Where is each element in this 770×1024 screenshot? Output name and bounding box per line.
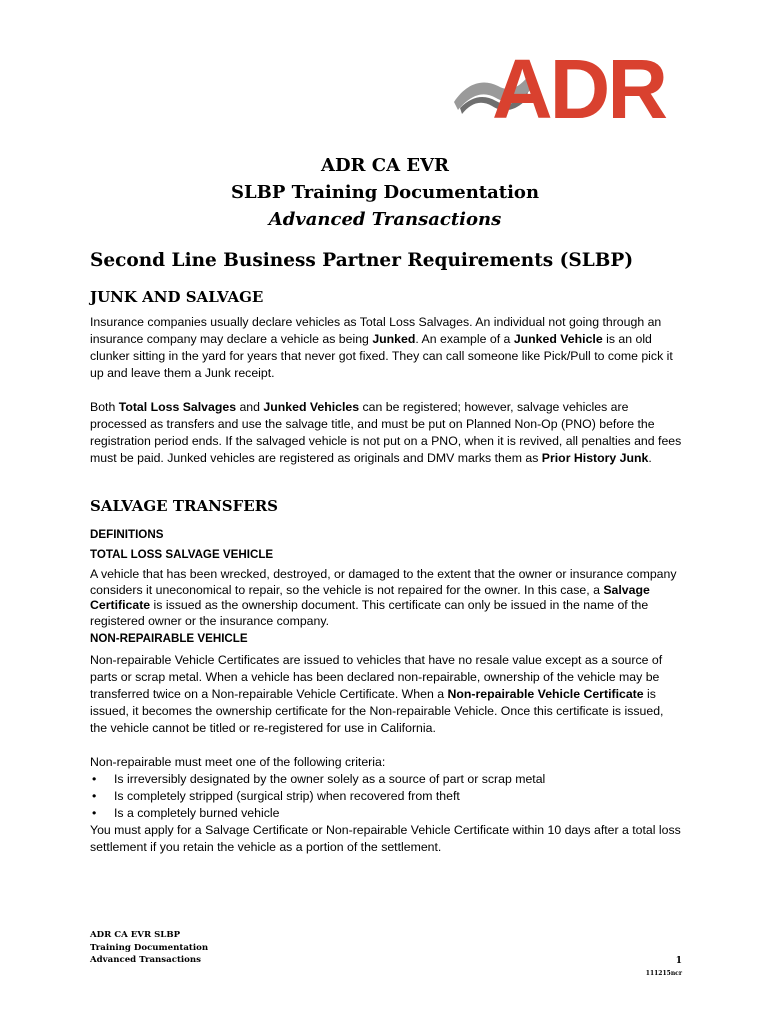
text-run: is issued as the ownership document. This certificate can only be issued in the name of the registered owner or the insurance company.: [90, 598, 649, 628]
text-run: A vehicle that has been wrecked, destroyed, or damaged to the extent that the owner or insurance company considers it uneconomical to repair, so the vehicle is not repaired for the owner. In this case, a: [90, 567, 677, 597]
text-run: Non-repairable Vehicle Certificates are issued to vehicles that have no resale value except as a source of parts or scrap metal. When a vehicle has been declared non-repairable, ownership of the vehicle may be transferred twice on a Non-repairable Vehicle Certificate. When a: [90, 653, 663, 701]
bold-term-junked-vehicles: Junked Vehicles: [263, 400, 360, 414]
title-line-3: Advanced Transactions: [268, 209, 502, 230]
title-line-1: ADR CA EVR: [320, 155, 449, 176]
bold-term-prior-history-junk: Prior History Junk: [541, 451, 649, 465]
footer-line-2: Training Documentation: [90, 942, 209, 953]
salvage-transfers-heading: SALVAGE TRANSFERS: [90, 497, 279, 515]
criteria-item: • Is a completely burned vehicle: [90, 805, 682, 822]
text-run: Insurance companies usually declare vehicles as Total Loss Salvages. An individual not going through an insurance company may declare a vehicle as being: [90, 315, 662, 346]
logo-text: ADR: [492, 44, 665, 122]
bold-term-junked: Junked: [372, 332, 416, 346]
total-loss-label: TOTAL LOSS SALVAGE VEHICLE: [90, 548, 274, 561]
text-run: and: [236, 400, 264, 414]
criteria-item: • Is irreversibly designated by the owner solely as a source of part or scrap metal: [90, 771, 682, 788]
criteria-item: • Is completely stripped (surgical strip) when recovered from theft: [90, 788, 682, 805]
non-repairable-label: NON-REPAIRABLE VEHICLE: [90, 632, 248, 645]
footer-line-3: Advanced Transactions: [90, 955, 201, 965]
text-run: Both: [90, 400, 119, 414]
closing-paragraph: You must apply for a Salvage Certificate or Non-repairable Vehicle Certificate within 10 days after a total loss settlement if you retain the vehicle as a portion of the settlement.: [90, 823, 681, 854]
text-run: is an old clunker sitting in the yard for years that never got fixed. They can call someone like Pick/Pull to come pick it up and leave them a Junk receipt.: [90, 332, 673, 380]
footer-line-1: ADR CA EVR SLBP: [90, 930, 181, 940]
page-number: 1: [675, 956, 682, 966]
document-title: [0, 152, 770, 233]
total-loss-paragraph: [90, 567, 682, 629]
bold-term-nonrepairable-certificate: Non-repairable Vehicle Certificate: [447, 687, 644, 701]
text-run: .: [648, 451, 652, 465]
bold-term-total-loss-salvages: Total Loss Salvages: [118, 400, 237, 414]
criteria-intro: Non-repairable must meet one of the following criteria:: [90, 755, 386, 769]
non-repairable-paragraph: [90, 652, 682, 737]
adr-logo: [452, 44, 684, 122]
junk-salvage-heading: JUNK AND SALVAGE: [90, 288, 264, 306]
text-run: can be registered; however, salvage vehicles are processed as transfers and use the salvage title, and must be put on Planned Non-Op (PNO) before the registration period ends. If the salvaged vehicle is not put on a PNO, when it is revived, all penalties and fees must be paid. Junked vehicles are registered as originals and DMV marks them as: [90, 400, 682, 465]
bold-term-salvage-certificate: Salvage Certificate: [90, 582, 650, 612]
criteria-list: [90, 771, 682, 822]
text-run: is issued, it becomes the ownership certificate for the Non-repairable Vehicle. Once this certificate is issued, the vehicle cannot be titled or re-registered for use in California.: [90, 687, 664, 735]
text-run: . An example of a: [415, 332, 514, 346]
footer-document-info: [90, 929, 208, 967]
definitions-label: DEFINITIONS: [90, 528, 164, 541]
document-code: 111215ncr: [645, 970, 682, 977]
criteria-block: [90, 754, 682, 856]
title-line-2: SLBP Training Documentation: [230, 182, 540, 203]
junk-paragraph-2: [90, 399, 682, 467]
bold-term-junked-vehicle: Junked Vehicle: [513, 332, 603, 346]
section-heading: Second Line Business Partner Requirements (SLBP): [90, 250, 634, 271]
junk-paragraph-1: [90, 314, 682, 382]
